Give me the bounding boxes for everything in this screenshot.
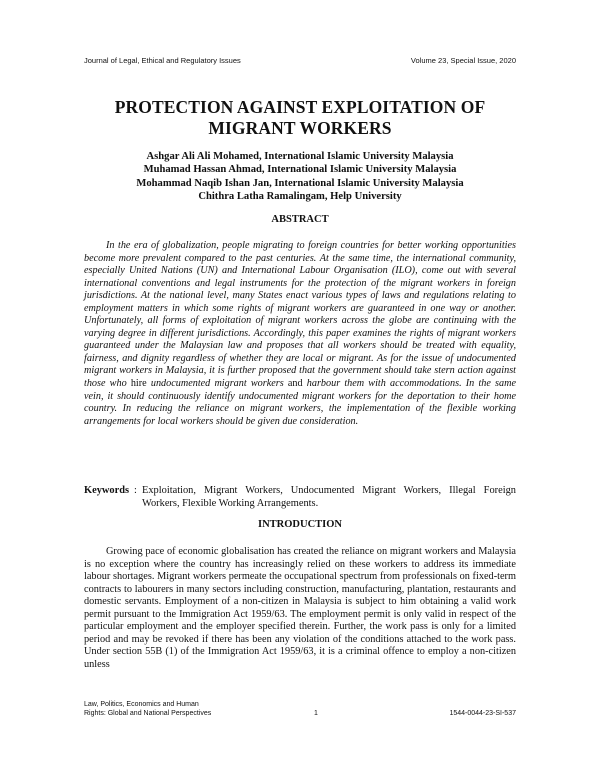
abstract-body <box>84 240 516 428</box>
journal-name: Journal of Legal, Ethical and Regulatory Issues <box>84 56 241 65</box>
abstract-text: In the era of globalization, people migrating to foreign countries for better working opportunities become more prevalent compared to the past centuries. At the same time, the international community, especially United Nations (UN) and International Labour Organisation (ILO), come out with several international conventions and legal instruments for the protection of the migrant workers in foreign jurisdictions. At the national level, many States enact various types of laws and regulations relating to employment matters in which some rights of migrant workers are guaranteed in one way or another. Unfortunately, all forms of exploitation of migrant workers across the globe are continuing with the varying degree in different jurisdictions. Accordingly, this paper examines the rights of migrant workers guaranteed under the Malaysian law and proposes that all workers should be treated with equality, fairness, and dignity regardless of whether they are local or migrant. As for the issue of undocumented migrant workers in Malaysia, it is further proposed that the government should take stern action against those who <box>84 240 516 390</box>
abstract-text: harbour them with accommodations. In the same vein, it should continuously identify undocumented migrant workers for the deportation to their home country. In reducing the reliance on migrant workers, the implementation of the flexible working arrangements for local workers should be given due consideration. <box>84 378 516 427</box>
abstract-heading: ABSTRACT <box>271 214 329 225</box>
abstract-text: and <box>283 378 307 390</box>
author-line: Mohammad Naqib Ishan Jan, International Islamic University Malaysia <box>136 177 464 189</box>
keywords-text: Exploitation, Migrant Workers, Undocumented Migrant Workers, Illegal Foreign Workers, Flexible Working Arrangements. <box>142 485 516 509</box>
title-line: MIGRANT WORKERS <box>208 118 392 138</box>
keywords-colon: : <box>134 485 137 496</box>
keywords-section <box>84 484 516 510</box>
author-line: Chithra Latha Ramalingam, Help University <box>198 191 402 203</box>
author-line: Ashgar Ali Ali Mohamed, International Islamic University Malaysia <box>146 151 454 162</box>
paper-title <box>60 97 540 139</box>
volume-info: Volume 23, Special Issue, 2020 <box>410 56 516 65</box>
author-list <box>60 150 540 204</box>
abstract-text: hire <box>126 378 151 390</box>
page-number: 1 <box>314 710 318 717</box>
article-code: 1544-0044-23-SI-537 <box>449 710 516 717</box>
footer-series <box>84 700 211 718</box>
introduction-heading: INTRODUCTION <box>257 519 342 530</box>
author-line: Muhamad Hassan Ahmad, International Islamic University Malaysia <box>143 164 457 176</box>
footer-series-line: Law, Politics, Economics and Human <box>84 701 199 708</box>
title-line: PROTECTION AGAINST EXPLOITATION OF <box>114 97 486 117</box>
footer-series-line: Rights: Global and National Perspectives <box>84 710 212 717</box>
introduction-body: Growing pace of economic globalisation has created the reliance on migrant workers and Malaysia is no exception where the country has increasingly relied on these workers to address its immediate labour shortages. Migrant workers permeate the occupational spectrum from professionals on fixed-term contracts to labourers in many sectors including construction, manufacturing, plantation, restaurants and domestic servants. Employment of a non-citizen in Malaysia is subject to him obtaining a valid work permit pursuant to the Immigration Act 1959/63. The employment permit is only valid in respect of the particular employment and the employer specified therein. Further, the work pass is only for a limited period and may be revoked if there has been any violation of the conditions attached to the work pass. Under section 55B (1) of the Immigration Act 1959/63, it is a criminal offence to employ a non-citizen unless <box>84 546 516 670</box>
running-header <box>84 56 516 65</box>
abstract-text: undocumented migrant workers <box>150 378 284 390</box>
keywords-label: Keywords <box>84 485 130 496</box>
